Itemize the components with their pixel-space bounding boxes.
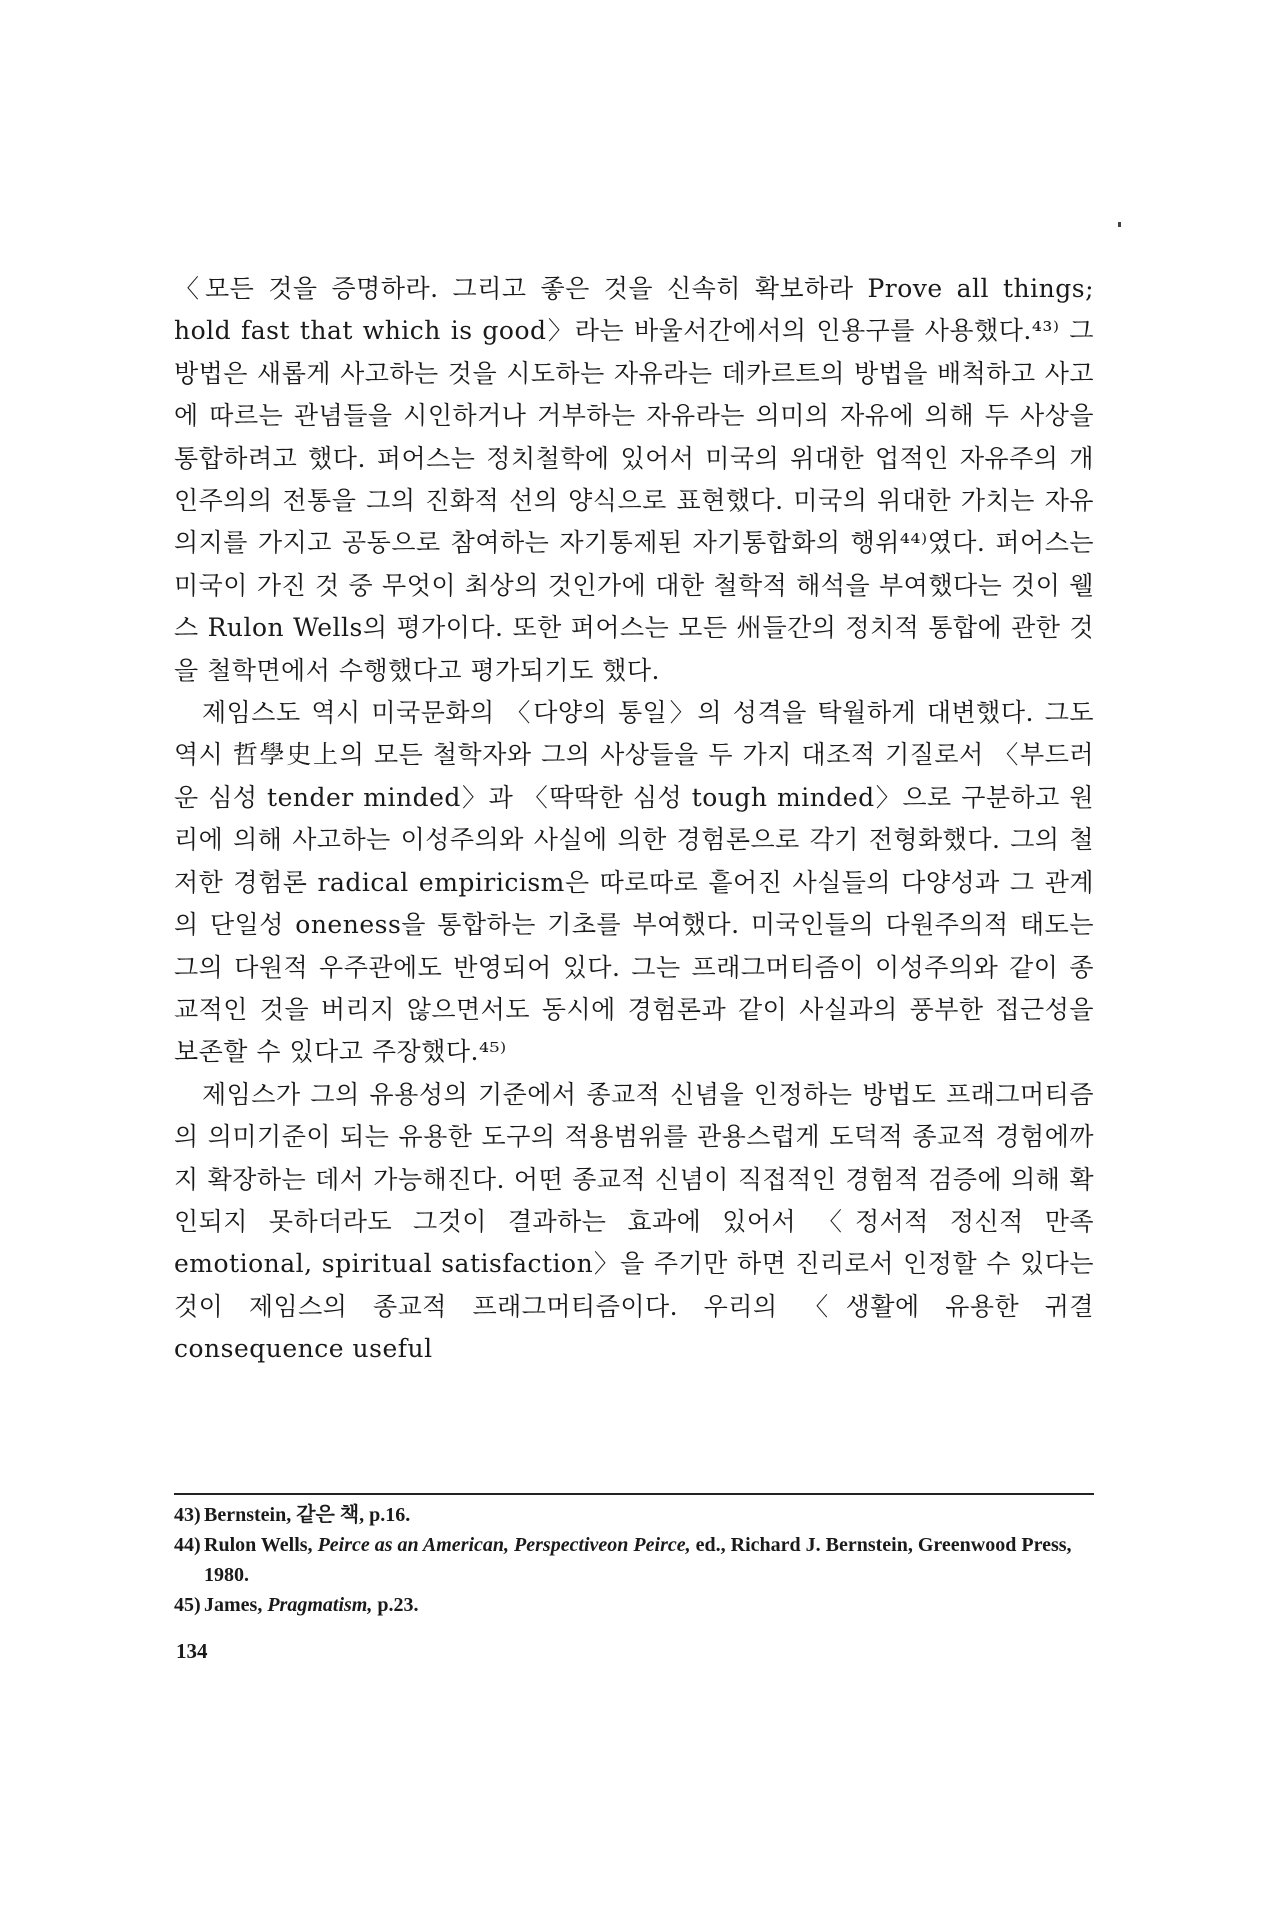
- footnote-mark: 44): [174, 1534, 201, 1556]
- paragraph-1: 〈모든 것을 증명하라. 그리고 좋은 것을 신속히 확보하라 Prove all things; hold fast that which is good〉라는 바울서간에서의 인용구를 사용했다.⁴³⁾ 그 방법은 새롭게 사고하는 것을 시도하는 자유라는 데카르트의 방법을 배척하고 사고에 따르는 관념들을 시인하거나 거부하는 자유라는 의미의 자유에 의해 두 사상을 통합하려고 했다. 퍼어스는 정치철학에 있어서 미국의 위대한 업적인 자유주의 개인주의의 전통을 그의 진화적 선의 양식으로 표현했다. 미국의 위대한 가치는 자유의지를 가지고 공동으로 참여하는 자기통제된 자기통합화의 행위⁴⁴⁾였다. 퍼어스는 미국이 가진 것 중 무엇이 최상의 것인가에 대한 철학적 해석을 부여했다는 것이 웰스 Rulon Wells의 평가이다. 또한 퍼어스는 모든 州들간의 정치적 통합에 관한 것을 철학면에서 수행했다고 평가되기도 했다.: [174, 274, 1094, 685]
- footnote-45: [174, 1590, 1094, 1620]
- footnote-text: Bernstein, 같은 책, p.16.: [204, 1504, 411, 1526]
- footnote-source: p.23.: [372, 1594, 419, 1616]
- footnote-source: ed., Richard J. Bernstein, Greenwood Press, 1980.: [204, 1534, 1072, 1586]
- footnote-mark: 43): [174, 1504, 201, 1526]
- paragraph-2: 제임스도 역시 미국문화의 〈다양의 통일〉의 성격을 탁월하게 대변했다. 그도 역시 哲學史上의 모든 철학자와 그의 사상들을 두 가지 대조적 기질로서 〈부드러운 심성 tender minded〉과 〈딱딱한 심성 tough minded〉으로 구분하고 원리에 의해 사고하는 이성주의와 사실에 의한 경험론으로 각기 전형화했다. 그의 철저한 경험론 radical empiricism은 따로따로 흩어진 사실들의 다양성과 그 관계의 단일성 oneness을 통합하는 기초를 부여했다. 미국인들의 다원주의적 태도는 그의 다원적 우주관에도 반영되어 있다. 그는 프래그머티즘이 이성주의와 같이 종교적인 것을 버리지 않으면서도 동시에 경험론과 같이 사실과의 풍부한 접근성을 보존할 수 있다고 주장했다.⁴⁵⁾: [174, 698, 1094, 1067]
- footnote-rule: [174, 1493, 1094, 1495]
- scan-speck: [1118, 222, 1121, 227]
- footnote-title: Peirce as an American, Perspectiveon Peirce,: [317, 1534, 691, 1556]
- footnote-mark: 45): [174, 1594, 201, 1616]
- footnote-43: [174, 1500, 1094, 1530]
- page-number: 134: [176, 1639, 208, 1663]
- footnote-title: Pragmatism,: [267, 1594, 373, 1616]
- footnotes: [174, 1500, 1094, 1620]
- footnote-author: James,: [204, 1594, 268, 1616]
- paragraph-3: 제임스가 그의 유용성의 기준에서 종교적 신념을 인정하는 방법도 프래그머티즘의 의미기준이 되는 유용한 도구의 적용범위를 관용스럽게 도덕적 종교적 경험에까지 확장하는 데서 가능해진다. 어떤 종교적 신념이 직접적인 경험적 검증에 의해 확인되지 못하더라도 그것이 결과하는 효과에 있어서 〈정서적 정신적 만족 emotional, spiritual satisfaction〉을 주기만 하면 진리로서 인정할 수 있다는 것이 제임스의 종교적 프래그머티즘이다. 우리의 〈생활에 유용한 귀결 consequence useful: [174, 1079, 1094, 1364]
- body-text: [174, 268, 1094, 1371]
- footnote-44: [174, 1530, 1094, 1590]
- footnote-author: Rulon Wells,: [204, 1534, 318, 1556]
